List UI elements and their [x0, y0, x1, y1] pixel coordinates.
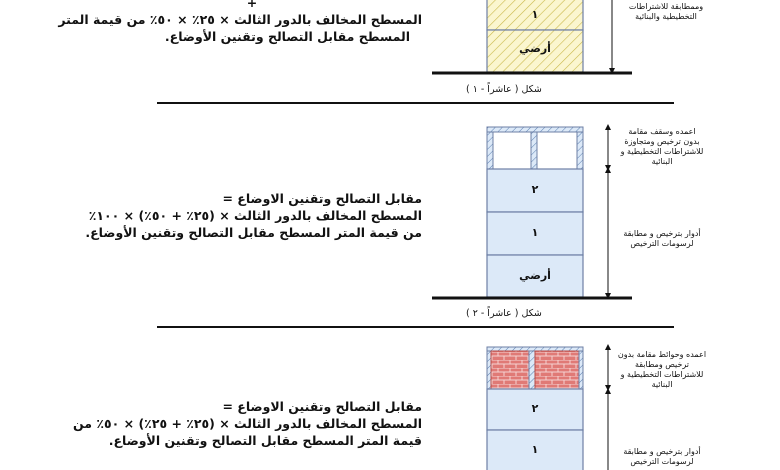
figure-2-note-bottom — [612, 229, 712, 249]
illegal-slab — [487, 347, 583, 351]
formula-line: مقابل التصالح وتقنين الاوضاع = — [222, 191, 422, 206]
formula-line: المسطح المخالف بالدور الثالث × (٢٥٪ + ٥٠٪) × ١٠٠٪ — [88, 208, 422, 223]
figure-3-formula — [73, 398, 422, 449]
floor-label: ١ — [531, 226, 539, 239]
note-line: البنائية — [651, 380, 673, 389]
note-line: أدوار بترخيص و مطابقة — [623, 447, 701, 456]
figure-2-note-top — [612, 127, 712, 167]
brick-wall-left — [491, 351, 529, 389]
illegal-slab — [487, 127, 583, 132]
formula-line: المسطح مقابل التصالح وتقنين الأوضاع. — [164, 29, 410, 44]
figure-1-labels — [487, 0, 583, 55]
figure-2-formula — [85, 190, 422, 241]
figure-2-caption: شكل ( عاشراً - ٢ ) — [466, 308, 542, 319]
formula-line: المسطح المخالف بالدور الثالث × (٢٥٪ + ٢٥٪) × ٥٠٪ من — [73, 416, 422, 431]
note-line: التخطيطية والبنائية — [635, 12, 697, 21]
note-line: لرسومات الترخيص — [630, 239, 694, 248]
note-line: ترخيص ومطابقة — [634, 360, 690, 369]
floor-label: ٢ — [531, 402, 539, 415]
column-mid — [531, 132, 537, 169]
note-line: لرسومات الترخيص — [630, 457, 694, 466]
note-line: للاشتراطات التخطيطية و — [620, 147, 704, 156]
column-left — [487, 132, 493, 169]
column-right — [577, 132, 583, 169]
formula-line: من قيمة المتر المسطح مقابل التصالح وتقنين الأوضاع. — [85, 225, 422, 240]
formula-line: المسطح المخالف بالدور الثالث × ٢٥٪ × ٥٠٪ من قيمة المتر — [58, 12, 422, 27]
floor-label: ١ — [531, 443, 539, 456]
column-mid — [529, 351, 535, 389]
floor-label: ٢ — [531, 183, 539, 196]
formula-line: قيمة المتر المسطح مقابل التصالح وتقنين الأوضاع. — [108, 433, 422, 448]
figure-3-labels — [487, 389, 583, 470]
figure-1-caption: شكل ( عاشراً - ١ ) — [466, 84, 542, 95]
note-line: اعمده وحوائط مقامة بدون — [617, 350, 707, 359]
figure-1-formula — [58, 0, 422, 45]
figure-3-note-top — [612, 350, 712, 390]
formula-line: + — [246, 0, 258, 10]
note-line: للاشتراطات التخطيطية و — [620, 370, 704, 379]
column-left — [487, 351, 491, 389]
column-right — [579, 351, 583, 389]
note-line: أدوار بترخيص و مطابقة — [623, 229, 701, 238]
floor-label: أرضي — [519, 42, 551, 55]
floor-label: ١ — [531, 8, 539, 21]
figure-2-labels — [487, 169, 583, 297]
note-line: بدون ترخيص ومتجاوزة — [624, 137, 700, 146]
figure-1-side-note — [618, 2, 714, 22]
brick-wall-right — [535, 351, 579, 389]
floor-label: أرضي — [519, 269, 551, 282]
note-line: البنائية — [651, 157, 673, 166]
figure-3-note-bottom — [612, 447, 712, 467]
note-line: اعمده وسقف مقامة — [628, 127, 696, 136]
formula-line: مقابل التصالح وتقنين الاوضاع = — [222, 399, 422, 414]
note-line: وممطابقة للاشتراطات — [628, 2, 704, 11]
